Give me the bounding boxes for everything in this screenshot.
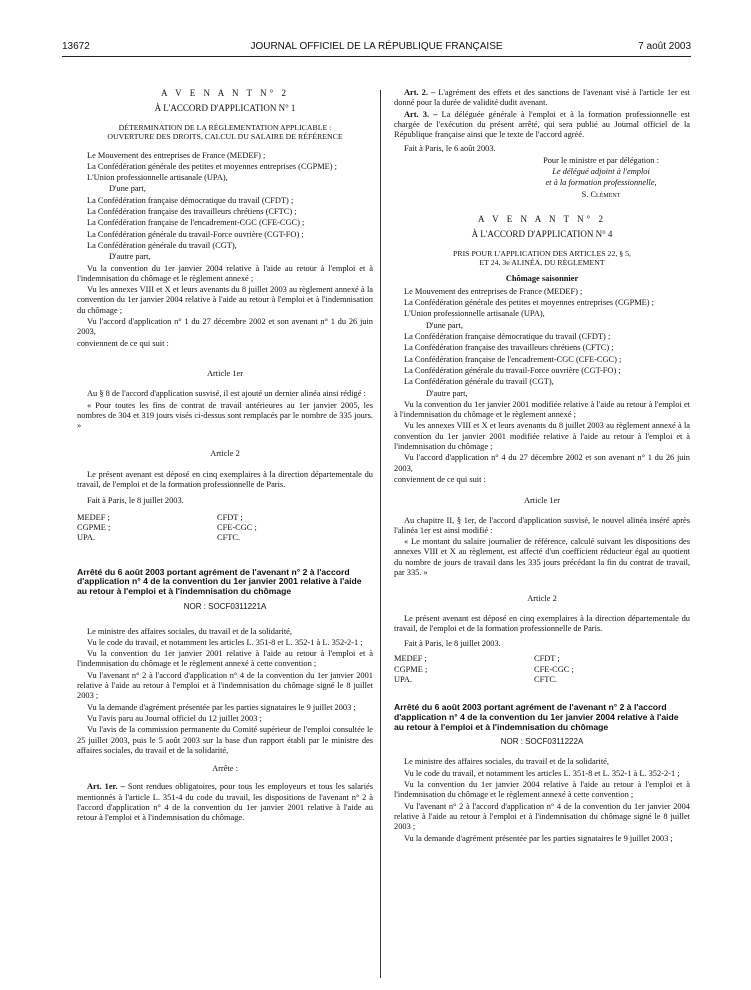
une-part: D'une part,: [109, 184, 146, 194]
vu-avis-commission: Vu l'avis de la commission permanente du Comité supérieur de l'emploi consultée le 25 juillet 2003, puis le 5 août 2003 sur la base d'un rapport établi par le ministre des affaires sociales, du travail et de la solidarité,: [77, 725, 373, 755]
party-cfe-cgc: La Confédération française de l'encadrement-CGC (CFE-CGC) ;: [87, 218, 305, 228]
une-part-2: D'une part,: [426, 320, 463, 330]
vu-demande: Vu la demande d'agrément présentée par les parties signataires le 9 juillet 2003 ;: [87, 702, 356, 712]
party-cfe-cgc-2: La Confédération française de l'encadrement-CGC (CFE-CGC) ;: [404, 354, 622, 364]
avenant-title-2: A V E N A N T N° 2: [478, 213, 606, 224]
journal-title: JOURNAL OFFICIEL DE LA RÉPUBLIQUE FRANÇAISE: [250, 41, 503, 52]
vu-code-2: Vu le code du travail, et notamment les articles L. 351-8 et L. 352-1 à L. 352-2-1 ;: [404, 768, 680, 778]
article-2-title-2: Article 2: [527, 594, 557, 604]
article-1-quote-2: « Le montant du salaire journalier de référence, calculé suivant les dispositions des annexes VIII et X au règlement, est affecté d'un coefficient réducteur égal au quotient du nombre de jours de travail dans les 335 jours précédant la fin du contrat de travail, par 335. »: [394, 537, 690, 577]
accord-title: À L'ACCORD D'APPLICATION N° 1: [154, 103, 296, 114]
arrete-title: Arrêté du 6 août 2003 portant agrément de l'avenant n° 2 à l'accord d'application n° 4 de la convention du 1er janvier 2001 relative à l'aide au retour à l'emploi et à l'indemnisation du chômage: [77, 566, 362, 596]
right-column: [394, 88, 690, 845]
vu-annexes-right: Vu les annexes VIII et X et leurs avenants du 8 juillet 2003 au règlement annexé à la convention du 1er janvier 2001 modifiée relative à l'aide au retour à l'emploi et à l'indemnisation du chômage ;: [394, 421, 690, 452]
vu-avis-jo: Vu l'avis paru au Journal officiel du 12 juillet 2003 ;: [87, 713, 262, 723]
delegue-line-2: et à la formation professionnelle,: [545, 178, 657, 188]
art-2-body: Art. 2. – L'agrément des effets et des sanctions de l'avenant visé à l'article 1er est donné pour la durée de validité dudit avenant.: [394, 88, 691, 108]
party-cftc: La Confédération française des travailleurs chrétiens (CFTC) ;: [87, 207, 297, 217]
vu-convention-2004: Vu la convention du 1er janvier 2004 relative à l'aide au retour à l'emploi et à l'indemnisation du chômage et le règlement annexé à cette convention ;: [394, 780, 690, 800]
signatories-2: MEDEF ; CFDT ; CGPME ; CFE-CGC ; UPA. CFTC.: [394, 654, 574, 685]
art-1-body: Art. 1er. – Sont rendues obligatoires, pour tous les employeurs et tous les salariés mentionnés à l'article L. 351-4 du code du travail, les dispositions de l'avenant n° 2 à l'accord d'application n° 4 de la convention du 1er janvier 2001 relative à l'aide au retour à l'emploi et à l'indemnisation du chômage.: [77, 782, 374, 823]
party-upa: L'Union professionnelle artisanale (UPA),: [87, 173, 228, 183]
autre-part: D'autre part,: [109, 252, 151, 262]
vu-avenant: Vu l'avenant n° 2 à l'accord d'application n° 4 de la convention du 1er janvier 2001 relative à l'aide au retour à l'emploi et à l'indemnisation du chômage signé le 8 juillet 2003 ;: [77, 670, 373, 701]
signatories: MEDEF ; CFDT ; CGPME ; CFE-CGC ; UPA. CFTC.: [77, 512, 257, 543]
article-1-title-2: Article 1er: [523, 496, 561, 506]
party-cgt-fo: La Confédération générale du travail-Force ouvrière (CGT-FO) ;: [87, 229, 304, 239]
article-1-text: Au § 8 de l'accord d'application susvisé, il est ajouté un dernier alinéa ainsi rédigé :: [87, 389, 366, 399]
fait-a-paris-2: Fait à Paris, le 8 juillet 2003.: [404, 639, 501, 649]
vu-convention: Vu la convention du 1er janvier 2004 relative à l'aide au retour à l'emploi et à l'indemnisation du chômage et le règlement annexé ;: [77, 263, 373, 283]
vu-convention-right: Vu la convention du 1er janvier 2001 modifiée relative à l'aide au retour à l'emploi et à l'indemnisation du chômage et le règlement annexé ;: [394, 399, 690, 420]
arrete-label: Arrête :: [212, 764, 238, 774]
party-cgpme: La Confédération générale des petites et moyennes entreprises (CGPME) ;: [87, 161, 338, 171]
party-cgpme-2: La Confédération générale des petites et moyennes entreprises (CGPME) ;: [404, 298, 655, 308]
party-cfdt: La Confédération française démocratique du travail (CFDT) ;: [87, 195, 294, 205]
signature-block: [512, 156, 690, 200]
ministre: Le ministre des affaires sociales, du travail et de la solidarité,: [87, 626, 292, 636]
article-1-quote: « Pour toutes les fins de contrat de travail antérieures au 1er janvier 2005, les nombres de 304 et 319 jours visés ci-dessus sont remplacés par le nombre de 335 jours. »: [77, 400, 373, 431]
party-cgt: La Confédération générale du travail (CGT),: [87, 240, 237, 250]
fait-a-paris: Fait à Paris, le 8 juillet 2003.: [87, 496, 184, 506]
party-cftc-2: La Confédération française des travailleurs chrétiens (CFTC) ;: [404, 343, 614, 353]
vu-accord: Vu l'accord d'application n° 1 du 27 décembre 2002 et son avenant n° 1 du 26 juin 2003,: [77, 317, 373, 337]
vu-convention-2001: Vu la convention du 1er janvier 2001 relative à l'aide au retour à l'emploi et à l'indemnisation du chômage et le règlement annexé à cette convention ;: [77, 649, 373, 669]
vu-annexes: Vu les annexes VIII et X et leurs avenants du 8 juillet 2003 au règlement annexé à la convention du 1er janvier 2004 relative à l'aide au retour à l'emploi et à l'indemnisation du chômage ;: [77, 285, 373, 315]
subtitle: DÉTERMINATION DE LA RÉGLEMENTATION APPLICABLE : OUVERTURE DES DROITS, CALCUL DU SALAIRE DE RÉFÉRENCE: [107, 122, 343, 142]
accord-title-2: À L'ACCORD D'APPLICATION N° 4: [471, 229, 613, 240]
article-2-text: Le présent avenant est déposé en cinq exemplaires à la direction départementale du travail, de l'emploi et de la formation professionnelle de Paris.: [77, 469, 373, 490]
column-divider: [380, 90, 381, 978]
art-3-body: Art. 3. – La déléguée générale à l'emploi et à la formation professionnelle est chargée de l'exécution du présent arrêté, qui sera publié au Journal officiel de la République française ainsi que le texte de l'accord agréé.: [394, 109, 690, 140]
arrete-title-2: Arrêté du 6 août 2003 portant agrément de l'avenant n° 2 à l'accord d'application n° 4 de la convention du 1er janvier 2004 relative à l'aide au retour à l'emploi et à l'indemnisation du chômage: [394, 702, 679, 732]
header-rule: [62, 56, 691, 57]
article-2-text-2: Le présent avenant est déposé en cinq exemplaires à la direction départementale du travail, de l'emploi et de la formation professionnelle de Paris.: [394, 613, 690, 633]
page-header: [62, 41, 691, 55]
party-cgt-fo-2: La Confédération générale du travail-Force ouvrière (CGT-FO) ;: [404, 365, 621, 375]
conviennent: conviennent de ce qui suit :: [77, 338, 169, 348]
autre-part-2: D'autre part,: [426, 388, 468, 398]
party-cfdt-2: La Confédération française démocratique du travail (CFDT) ;: [404, 332, 611, 342]
nor-reference: NOR : SOCF0311221A: [183, 602, 267, 612]
vu-demande-2: Vu la demande d'agrément présentée par les parties signataires le 9 juillet 2003 ;: [404, 833, 673, 843]
nor-reference-2: NOR : SOCF0311222A: [500, 737, 584, 747]
vu-accord-right: Vu l'accord d'application n° 4 du 27 décembre 2002 et son avenant n° 1 du 26 juin 2003,: [394, 453, 690, 473]
fait-a-paris-arrete: Fait à Paris, le 6 août 2003.: [404, 144, 496, 154]
delegation: Pour le ministre et par délégation :: [543, 155, 659, 165]
conviennent-2: conviennent de ce qui suit :: [394, 474, 486, 484]
party-medef-2: Le Mouvement des entreprises de France (MEDEF) ;: [404, 286, 583, 296]
vu-avenant-2: Vu l'avenant n° 2 à l'accord d'application n° 4 de la convention du 1er janvier 2004 relative à l'aide au retour à l'emploi et à l'indemnisation du chômage signé le 8 juillet 2003 ;: [394, 801, 690, 832]
party-medef: Le Mouvement des entreprises de France (MEDEF) ;: [87, 150, 266, 160]
article-2-title: Article 2: [210, 449, 240, 459]
party-upa-2: L'Union professionnelle artisanale (UPA),: [404, 309, 545, 319]
subtitle-2: PRIS POUR L'APPLICATION DES ARTICLES 22, § 5, ET 24, 3e ALINÉA, DU RÈGLEMENT: [453, 248, 631, 268]
avenant-title: A V E N A N T N° 2: [161, 88, 289, 98]
page-number: 13672: [62, 41, 90, 52]
vu-code: Vu le code du travail, et notamment les articles L. 351-8 et L. 352-1 à L. 352-2-1 ;: [87, 637, 363, 647]
ministre-2: Le ministre des affaires sociales, du travail et de la solidarité,: [404, 757, 609, 767]
chomage-saisonnier: Chômage saisonnier: [505, 273, 579, 283]
article-1-text-2: Au chapitre II, § 1er, de l'accord d'application susvisé, le nouvel alinéa inséré après l'alinéa 1er est ainsi modifié :: [394, 515, 690, 535]
article-1-title: Article 1er: [206, 368, 244, 378]
party-cgt-2: La Confédération générale du travail (CGT),: [404, 377, 554, 387]
signataire: S. Clément: [581, 189, 621, 199]
left-column: [77, 88, 373, 825]
issue-date: 7 août 2003: [638, 41, 691, 52]
delegue-line-1: Le délégué adjoint à l'emploi: [552, 167, 650, 177]
